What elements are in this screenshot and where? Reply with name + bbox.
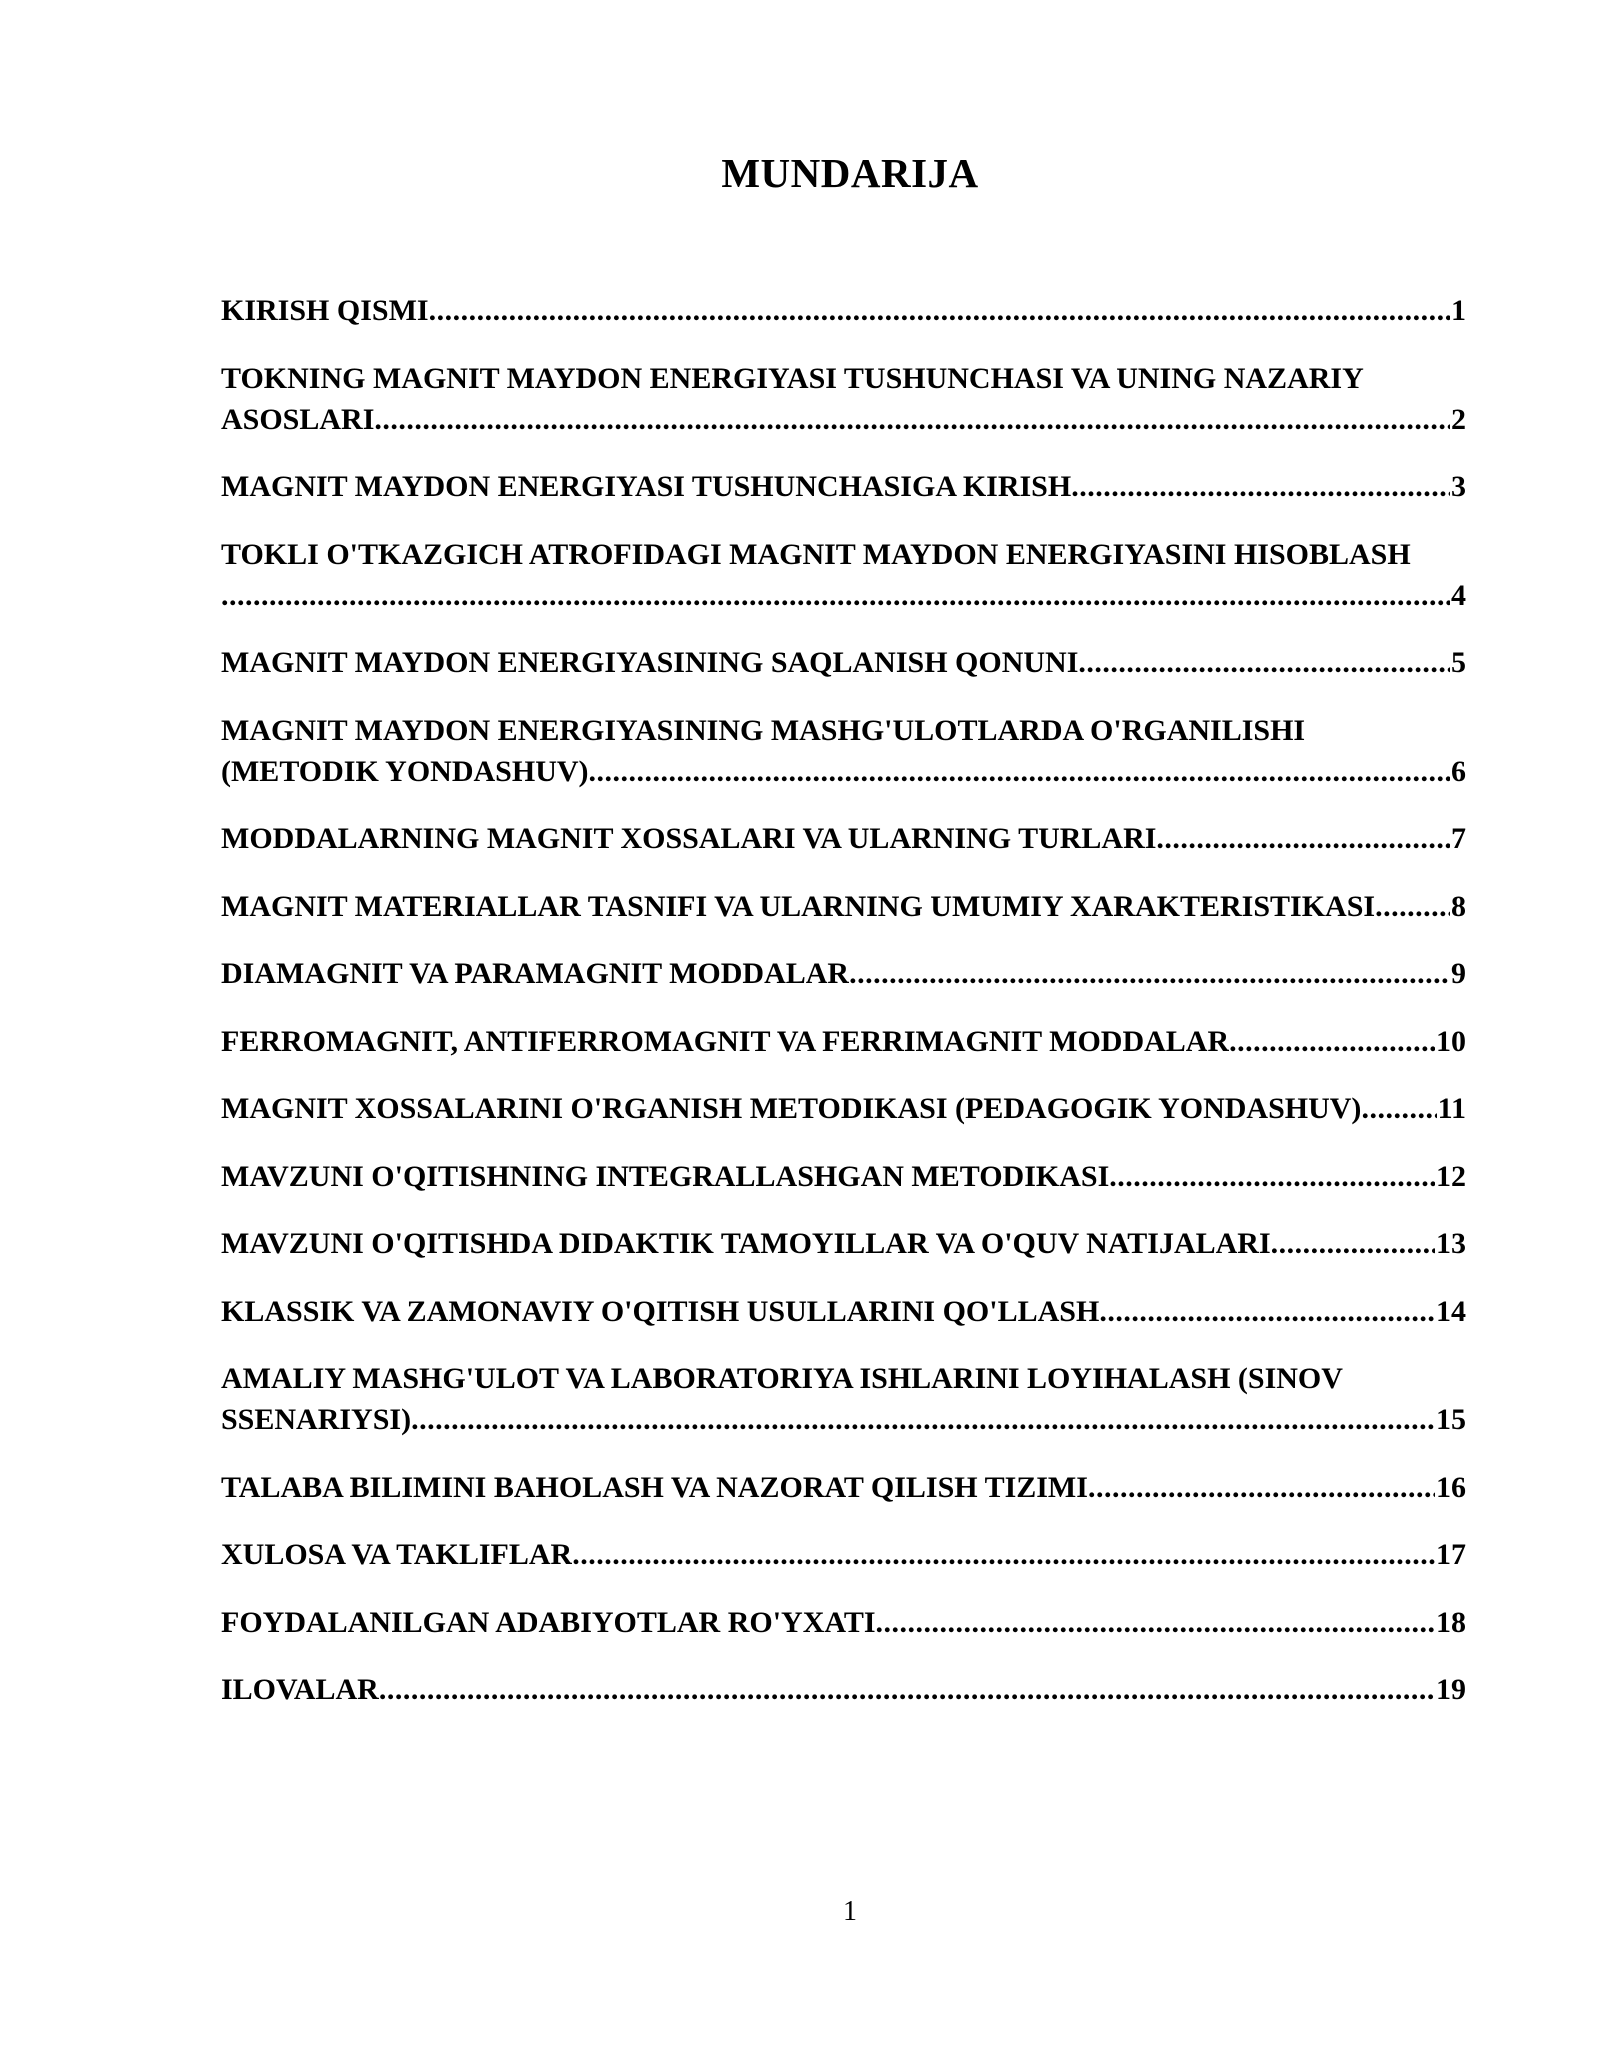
toc-entry-title: KLASSIK VA ZAMONAVIY O'QITISH USULLARINI QO'LLASH [221, 1294, 1100, 1328]
toc-entry-page-number: 1 [1451, 294, 1466, 327]
dot-leader [411, 1399, 1435, 1440]
toc-entry-page-number: 9 [1451, 957, 1466, 990]
toc-entry[interactable] [221, 358, 1466, 440]
dot-leader [1229, 1021, 1435, 1062]
toc-entry-title: KIRISH QISMI [221, 294, 429, 327]
toc-entry[interactable] [221, 710, 1466, 792]
toc-entry[interactable] [221, 1088, 1466, 1129]
toc-entry-title: MAVZUNI O'QITISHNING INTEGRALLASHGAN METODIKASI [221, 1159, 1110, 1193]
toc-entry-line [221, 642, 1466, 683]
toc-entry-title: FERROMAGNIT, ANTIFERROMAGNIT VA FERRIMAGNIT MODDALAR [221, 1024, 1230, 1058]
toc-entry-page-number: 17 [1436, 1538, 1466, 1571]
toc-entry-title: MODDALARNING MAGNIT XOSSALARI VA ULARNING TURLARI [221, 822, 1157, 855]
toc-entry-page-number: 11 [1437, 1092, 1466, 1125]
toc-entry-page-number: 12 [1436, 1159, 1466, 1193]
dot-leader [1156, 818, 1450, 859]
toc-entry-title: TALABA BILIMINI BAHOLASH VA NAZORAT QILISH TIZIMI [221, 1470, 1088, 1504]
toc-entry-page-number: 13 [1436, 1227, 1466, 1260]
toc-entry-line [221, 953, 1466, 994]
toc-entry-line [221, 575, 1466, 616]
toc-entry-title: (METODIK YONDASHUV) [221, 754, 589, 788]
dot-leader [849, 953, 1450, 994]
toc-entry-line [221, 290, 1466, 331]
toc-entry-page-number: 18 [1436, 1605, 1466, 1639]
toc-entry-line [221, 1156, 1466, 1197]
dot-leader [1375, 886, 1450, 927]
toc-entry-page-number: 8 [1451, 889, 1466, 923]
toc-entry-title: MAGNIT XOSSALARINI O'RGANISH METODIKASI (PEDAGOGIK YONDASHUV) [221, 1092, 1362, 1125]
dot-leader [374, 399, 1450, 440]
toc-entry-line [221, 1088, 1466, 1129]
toc-entry-line [221, 1021, 1466, 1062]
table-of-contents [221, 290, 1466, 1737]
toc-entry-title: XULOSA VA TAKLIFLAR [221, 1538, 573, 1571]
dot-leader [1088, 1467, 1435, 1508]
toc-entry[interactable] [221, 290, 1466, 331]
dot-leader [221, 575, 1450, 616]
toc-entry-page-number: 7 [1451, 822, 1466, 855]
dot-leader [1071, 466, 1450, 507]
toc-entry-title: MAVZUNI O'QITISHDA DIDAKTIK TAMOYILLAR VA O'QUV NATIJALARI [221, 1227, 1271, 1260]
toc-entry-page-number: 6 [1451, 754, 1466, 788]
toc-entry-page-number: 10 [1436, 1024, 1466, 1058]
toc-entry[interactable] [221, 1021, 1466, 1062]
toc-entry-line [221, 1602, 1466, 1643]
toc-entry[interactable] [221, 1291, 1466, 1332]
toc-entry-title-first-line: AMALIY MASHG'ULOT VA LABORATORIYA ISHLARINI LOYIHALASH (SINOV [221, 1362, 1343, 1395]
toc-entry-line [221, 751, 1466, 792]
toc-entry[interactable] [221, 1467, 1466, 1508]
toc-entry[interactable] [221, 1602, 1466, 1643]
toc-entry[interactable] [221, 1156, 1466, 1197]
toc-entry-page-number: 19 [1436, 1673, 1466, 1706]
toc-entry-page-number: 4 [1451, 578, 1466, 612]
page-title: MUNDARIJA [721, 150, 979, 196]
toc-entry-page-number: 5 [1451, 646, 1466, 679]
toc-entry[interactable] [221, 466, 1466, 507]
toc-entry-page-number: 16 [1436, 1470, 1466, 1504]
dot-leader [1078, 642, 1450, 683]
toc-entry-line [221, 1467, 1466, 1508]
toc-entry-page-number: 2 [1451, 402, 1466, 436]
toc-entry-line [221, 1534, 1466, 1575]
toc-entry-line [221, 1291, 1466, 1332]
toc-entry-title: SSENARIYSI) [221, 1403, 412, 1436]
toc-entry-title: ASOSLARI [221, 402, 375, 436]
dot-leader [1271, 1223, 1435, 1264]
toc-entry[interactable] [221, 953, 1466, 994]
dot-leader [379, 1669, 1435, 1710]
toc-entry-page-number: 3 [1451, 470, 1466, 503]
dot-leader [429, 290, 1450, 331]
toc-entry-line [221, 1223, 1466, 1264]
dot-leader [1109, 1156, 1435, 1197]
dot-leader [589, 751, 1450, 792]
dot-leader [572, 1534, 1435, 1575]
toc-entry-title: MAGNIT MAYDON ENERGIYASINING SAQLANISH QONUNI [221, 646, 1079, 679]
toc-entry[interactable] [221, 1669, 1466, 1710]
toc-entry[interactable] [221, 1534, 1466, 1575]
toc-entry[interactable] [221, 886, 1466, 927]
toc-entry-line [221, 399, 1466, 440]
toc-entry-title-first-line: TOKLI O'TKAZGICH ATROFIDAGI MAGNIT MAYDON ENERGIYASINI HISOBLASH [221, 537, 1411, 571]
dot-leader [1099, 1291, 1435, 1332]
page-number: 1 [843, 1896, 857, 1927]
toc-entry-title-first-line: MAGNIT MAYDON ENERGIYASINING MASHG'ULOTLARDA O'RGANILISHI [221, 713, 1306, 747]
toc-entry-title: DIAMAGNIT VA PARAMAGNIT MODDALAR [221, 957, 850, 990]
toc-entry[interactable] [221, 642, 1466, 683]
toc-entry[interactable] [221, 1223, 1466, 1264]
toc-entry-title: FOYDALANILGAN ADABIYOTLAR RO'YXATI [221, 1605, 876, 1639]
dot-leader [876, 1602, 1435, 1643]
toc-entry-line [221, 818, 1466, 859]
toc-entry-line [221, 466, 1466, 507]
toc-entry-title-first-line: TOKNING MAGNIT MAYDON ENERGIYASI TUSHUNCHASI VA UNING NAZARIY [221, 361, 1364, 395]
toc-entry-line [221, 1399, 1466, 1440]
dot-leader [1361, 1088, 1436, 1129]
toc-entry-title: MAGNIT MAYDON ENERGIYASI TUSHUNCHASIGA KIRISH [221, 470, 1072, 503]
toc-entry-title: ILOVALAR [221, 1673, 379, 1706]
toc-entry-page-number: 14 [1436, 1294, 1466, 1328]
toc-entry[interactable] [221, 1358, 1466, 1440]
toc-entry[interactable] [221, 534, 1466, 616]
toc-entry-page-number: 15 [1436, 1403, 1466, 1436]
toc-entry-line [221, 886, 1466, 927]
toc-entry-title: MAGNIT MATERIALLAR TASNIFI VA ULARNING UMUMIY XARAKTERISTIKASI [221, 889, 1376, 923]
toc-entry-line [221, 1669, 1466, 1710]
toc-entry[interactable] [221, 818, 1466, 859]
